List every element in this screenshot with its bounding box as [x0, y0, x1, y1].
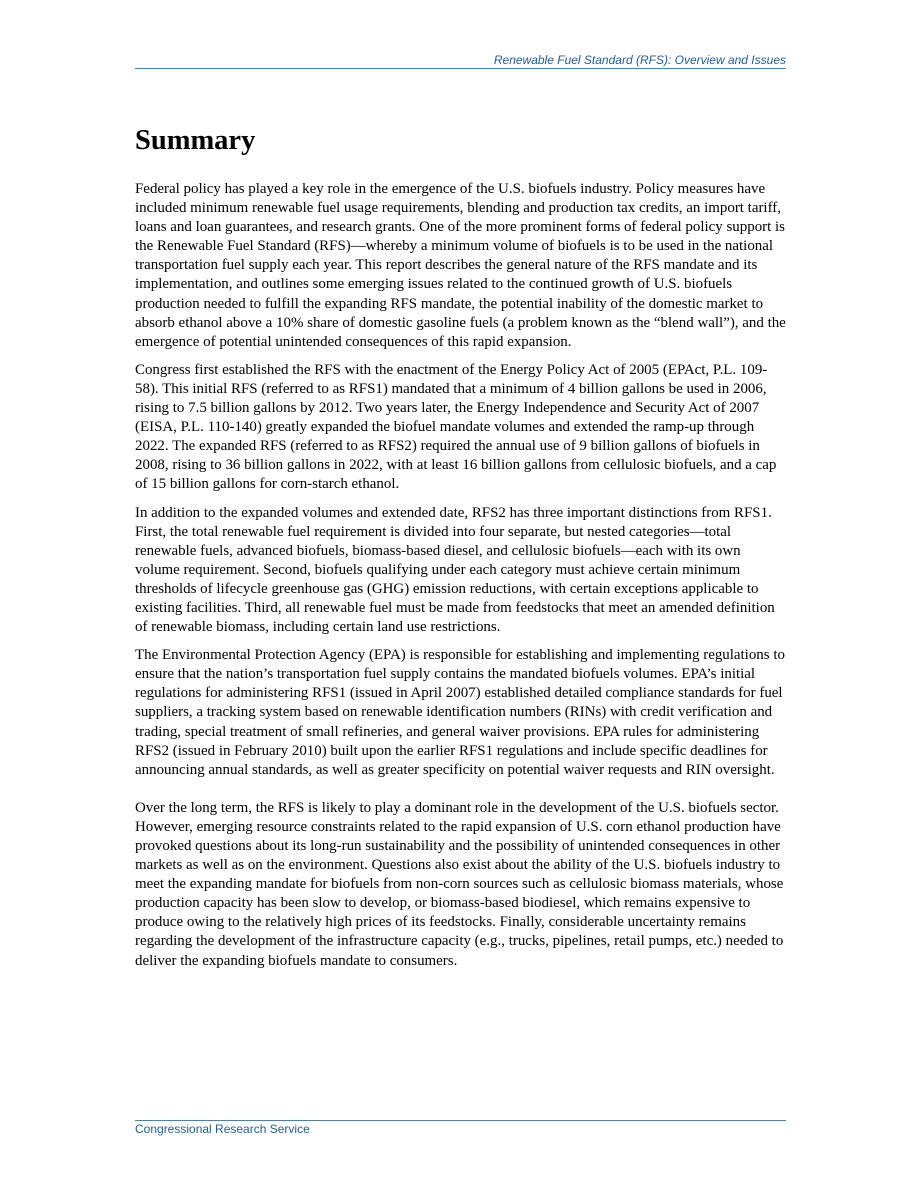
paragraph-3: In addition to the expanded volumes and extended date, RFS2 has three important distinctions from RFS1. First, the total renewable fuel requirement is divided into four separate, but nested categories—total renewable fuels, advanced biofuels, biomass-based diesel, and cellulosic biofuels—each with its own volume requirement. Second, biofuels qualifying under each category must achieve certain minimum thresholds of lifecycle greenhouse gas (GHG) emission reductions, with certain exceptions applicable to existing facilities. Third, all renewable fuel must be made from feedstocks that meet an amended definition of renewable biomass, including certain land use restrictions.	[135, 504, 775, 636]
paragraph-2: Congress first established the RFS with the enactment of the Energy Policy Act of 2005 (EPAct, P.L. 109-58). This initial RFS (referred to as RFS1) mandated that a minimum of 4 billion gallons be used in 2006, rising to 7.5 billion gallons by 2012. Two years later, the Energy Independence and Security Act of 2007 (EISA, P.L. 110-140) greatly expanded the biofuel mandate volumes and extended the ramp-up through 2022. The expanded RFS (referred to as RFS2) required the annual use of 9 billion gallons of biofuels in 2008, rising to 36 billion gallons in 2022, with at least 16 billion gallons from cellulosic biofuels, and a cap of 15 billion gallons for corn-starch ethanol.	[135, 361, 777, 493]
header-divider	[135, 68, 786, 69]
footer-divider	[135, 1120, 786, 1121]
main-content	[135, 122, 786, 980]
section-heading: Summary	[135, 125, 256, 156]
paragraph-4: The Environmental Protection Agency (EPA) is responsible for establishing and implementing regulations to ensure that the nation’s transportation fuel supply contains the mandated biofuels volumes. EPA’s initial regulations for administering RFS1 (issued in April 2007) established detailed compliance standards for fuel suppliers, a tracking system based on renewable identification numbers (RINs) with credit verification and trading, special treatment of small refineries, and general waiver provisions. EPA rules for administering RFS2 (issued in February 2010) built upon the earlier RFS1 regulations and include specific deadlines for announcing annual standards, as well as greater specificity on potential waiver requests and RIN oversight.	[135, 647, 785, 778]
paragraph-1: Federal policy has played a key role in the emergence of the U.S. biofuels industry. Policy measures have included minimum renewable fuel usage requirements, blending and production tax credits, an import tariff, loans and loan guarantees, and research grants. One of the more prominent forms of federal policy support is the Renewable Fuel Standard (RFS)—whereby a minimum volume of biofuels is to be used in the national transportation fuel supply each year. This report describes the general nature of the RFS mandate and its implementation, and outlines some emerging issues related to the continued growth of U.S. biofuels production needed to fulfill the expanding RFS mandate, the potential inability of the domestic market to absorb ethanol above a 10% share of domestic gasoline fuels (a problem known as the “blend wall”), and the emergence of potential unintended consequences of this rapid expansion.	[135, 181, 786, 350]
paragraph-5: Over the long term, the RFS is likely to play a dominant role in the development of the U.S. biofuels sector. However, emerging resource constraints related to the rapid expansion of U.S. corn ethanol production have provoked questions about its long-run sustainability and the possibility of unintended consequences in other markets as well as on the environment. Questions also exist about the ability of the U.S. biofuels industry to meet the expanding mandate for biofuels from non-corn sources such as cellulosic biomass materials, whose production capacity has been slow to develop, or biomass-based biodiesel, which remains expensive to produce owing to the relatively high prices of its feedstocks. Finally, considerable uncertainty remains regarding the development of the infrastructure capacity (e.g., trucks, pipelines, retail pumps, etc.) needed to deliver the expanding biofuels mandate to consumers.	[135, 799, 784, 969]
running-header-title: Renewable Fuel Standard (RFS): Overview and Issues	[493, 53, 786, 67]
footer-organization: Congressional Research Service	[135, 1122, 310, 1136]
